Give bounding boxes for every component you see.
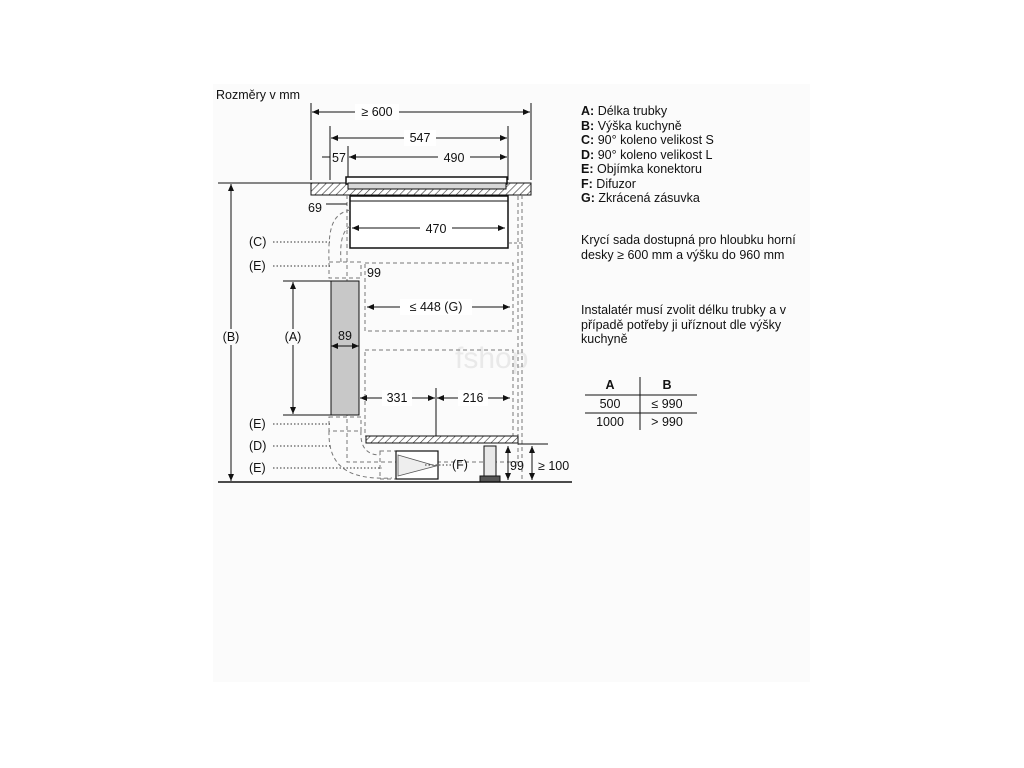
table-cell: ≤ 990 — [651, 397, 683, 411]
elbow-c-inner — [341, 226, 350, 262]
table-header-a: A — [605, 378, 615, 392]
callout-b: (B) — [222, 330, 240, 344]
dim-label-99-plinth: 99 — [510, 459, 524, 473]
dim-label-69: 69 — [308, 201, 322, 215]
dim-label-331: 331 — [386, 391, 408, 405]
cabinet-bottom — [366, 436, 518, 443]
dim-label-100: ≥ 100 — [538, 459, 570, 473]
legend-item-f: F: Difuzor — [581, 176, 636, 191]
cabinet-leg-foot — [480, 476, 500, 482]
callout-e-mid: (E) — [249, 417, 266, 431]
table-cell: > 990 — [651, 415, 683, 429]
note-cover-kit: Krycí sada dostupná pro hloubku horní desky ≥ 600 mm a výšku do 960 mm — [581, 233, 796, 262]
table-cell: 1000 — [596, 415, 624, 429]
hob-frame — [348, 183, 506, 189]
dim-label-448: ≤ 448 (G) — [409, 300, 463, 314]
dim-label-57: 57 — [332, 151, 346, 165]
dim-label-600: ≥ 600 — [361, 105, 393, 119]
table-cell: 500 — [599, 397, 621, 411]
dim-label-99-top: 99 — [367, 266, 381, 280]
cabinet-leg — [484, 446, 496, 478]
callout-a: (A) — [284, 330, 302, 344]
dim-label-216: 216 — [462, 391, 484, 405]
callout-d: (D) — [249, 439, 267, 453]
table-header-b: B — [662, 378, 672, 392]
connector-e-bottom — [380, 451, 396, 479]
legend-item-a: A: Délka trubky — [581, 104, 668, 118]
diagram-title: Rozměry v mm — [216, 88, 301, 102]
connector-e-mid — [329, 417, 361, 431]
legend-item-d: D: 90° koleno velikost L — [581, 147, 713, 162]
legend-item-b: B: Výška kuchyně — [581, 118, 682, 133]
callout-e-bottom: (E) — [249, 461, 266, 475]
connector-e-top — [329, 262, 361, 278]
callout-f: (F) — [452, 458, 468, 472]
dim-label-89: 89 — [338, 329, 352, 343]
dim-label-547: 547 — [409, 131, 431, 145]
watermark: fshop — [455, 342, 529, 375]
note-installer: Instalatér musí zvolit délku trubky a v případě potřeby ji uříznout dle výšky kuchyně — [581, 303, 786, 346]
legend-item-g: G: Zkrácená zásuvka — [581, 191, 700, 205]
callout-c: (C) — [249, 235, 267, 249]
legend-item-e: E: Objímka konektoru — [581, 162, 702, 176]
dim-label-490: 490 — [443, 151, 465, 165]
drawer-upper — [365, 263, 513, 331]
pipe-a — [331, 281, 359, 415]
dim-label-470: 470 — [425, 222, 447, 236]
callout-e-top: (E) — [249, 259, 266, 273]
legend-item-c: C: 90° koleno velikost S — [581, 133, 714, 147]
